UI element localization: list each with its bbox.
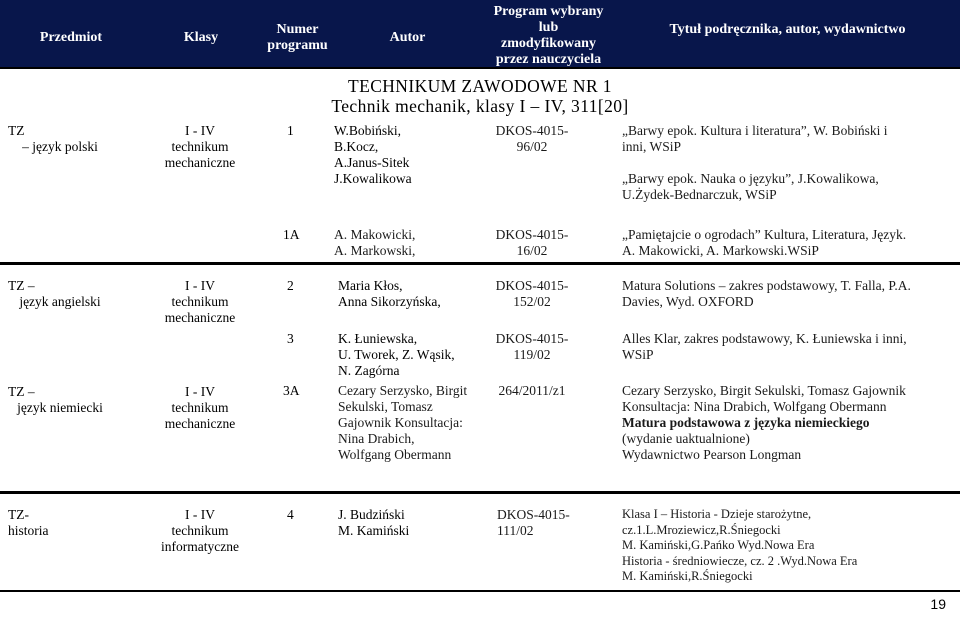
header-tytul: Tytuł podręcznika, autor, wydawnictwo (669, 22, 906, 37)
header-autor: Autor (389, 30, 426, 45)
klasy-historia: I - IV technikum informatyczne (161, 507, 239, 554)
header-numer: Numer programu (267, 22, 328, 53)
klasy-niemiecki: I - IV technikum mechaniczne (164, 384, 236, 431)
document-title: TECHNIKUM ZAWODOWE NR 1 Technik mechanik, klasy I – IV, 311[20] (331, 76, 629, 116)
przedmiot-niemiecki: TZ – język niemiecki (8, 384, 103, 415)
page-number: 19 (930, 596, 946, 612)
klasy-polski: I - IV technikum mechaniczne (164, 123, 236, 170)
header-program: Program wybrany lub zmodyfikowany przez nauczyciela (493, 4, 604, 67)
numer-3: 3 (287, 331, 294, 346)
tytul-2: Matura Solutions – zakres podstawowy, T. Falla, P.A. Davies, Wyd. OXFORD (622, 278, 911, 309)
program-3a: 264/2011/z1 (498, 383, 566, 398)
program-1: DKOS-4015- 96/02 (495, 123, 569, 154)
autor-3: K. Łuniewska, U. Tworek, Z. Wąsik, N. Zagórna (338, 331, 455, 378)
autor-1: W.Bobiński, B.Kocz, A.Janus-Sitek J.Kowalikowa (334, 123, 412, 186)
header-klasy: Klasy (183, 30, 219, 45)
autor-2: Maria Kłos, Anna Sikorzyńska, (338, 278, 441, 309)
tytul-3: Alles Klar, zakres podstawowy, K. Łuniewska i inni, WSiP (622, 331, 907, 362)
row-divider (0, 262, 960, 265)
numer-4: 4 (287, 507, 294, 522)
tytul-1a: „Barwy epok. Kultura i literatura”, W. Bobiński i inni, WSiP (622, 123, 888, 154)
tytul-3a-bold: Matura podstawowa z języka niemieckiego (622, 415, 870, 430)
table-bottom-rule (0, 590, 960, 592)
klasy-angielski: I - IV technikum mechaniczne (164, 278, 236, 325)
przedmiot-angielski: TZ – język angielski (8, 278, 101, 309)
autor-1a: A. Makowicki, A. Markowski, (334, 227, 416, 258)
przedmiot-historia: TZ- historia (8, 507, 49, 538)
program-2: DKOS-4015- 152/02 (495, 278, 569, 309)
numer-2: 2 (287, 278, 294, 293)
row-divider (0, 491, 960, 494)
header-przedmiot: Przedmiot (39, 30, 103, 45)
program-3: DKOS-4015- 119/02 (495, 331, 569, 362)
numer-1: 1 (287, 123, 294, 138)
autor-3a: Cezary Serzysko, Birgit Sekulski, Tomasz Gajownik Konsultacja: Nina Drabich, Wolfgang Obermann (338, 383, 468, 462)
tytul-4: Klasa I – Historia - Dzieje starożytne, cz.1.L.Mroziewicz,R.Śniegocki M. Kamiński,G.Pańko Wyd.Nowa Era Historia - średniowiecze, cz. 2 .Wyd.Nowa Era M. Kamiński,R.Śniegocki (622, 507, 858, 583)
program-4: DKOS-4015- 111/02 (497, 507, 570, 538)
numer-1a: 1A (283, 227, 300, 242)
przedmiot-polski: TZ – język polski (8, 123, 98, 154)
numer-3a: 3A (283, 383, 300, 398)
program-1a: DKOS-4015- 16/02 (495, 227, 569, 258)
tytul-3a: Cezary Serzysko, Birgit Sekulski, Tomasz Gajownik Konsultacja: Nina Drabich, Wolfgang Obermann Matura podstawowa z języka niemieckiego (wydanie uaktualnione) Wydawnictwo Pearson Longman (622, 383, 906, 462)
tytul-1a-row: „Pamiętajcie o ogrodach” Kultura, Literatura, Język. A. Makowicki, A. Markowski.WSiP (622, 227, 907, 258)
tytul-1b: „Barwy epok. Nauka o języku”, J.Kowalikowa, U.Żydek-Bednarczuk, WSiP (622, 171, 879, 202)
autor-4: J. Budziński M. Kamiński (338, 507, 410, 538)
